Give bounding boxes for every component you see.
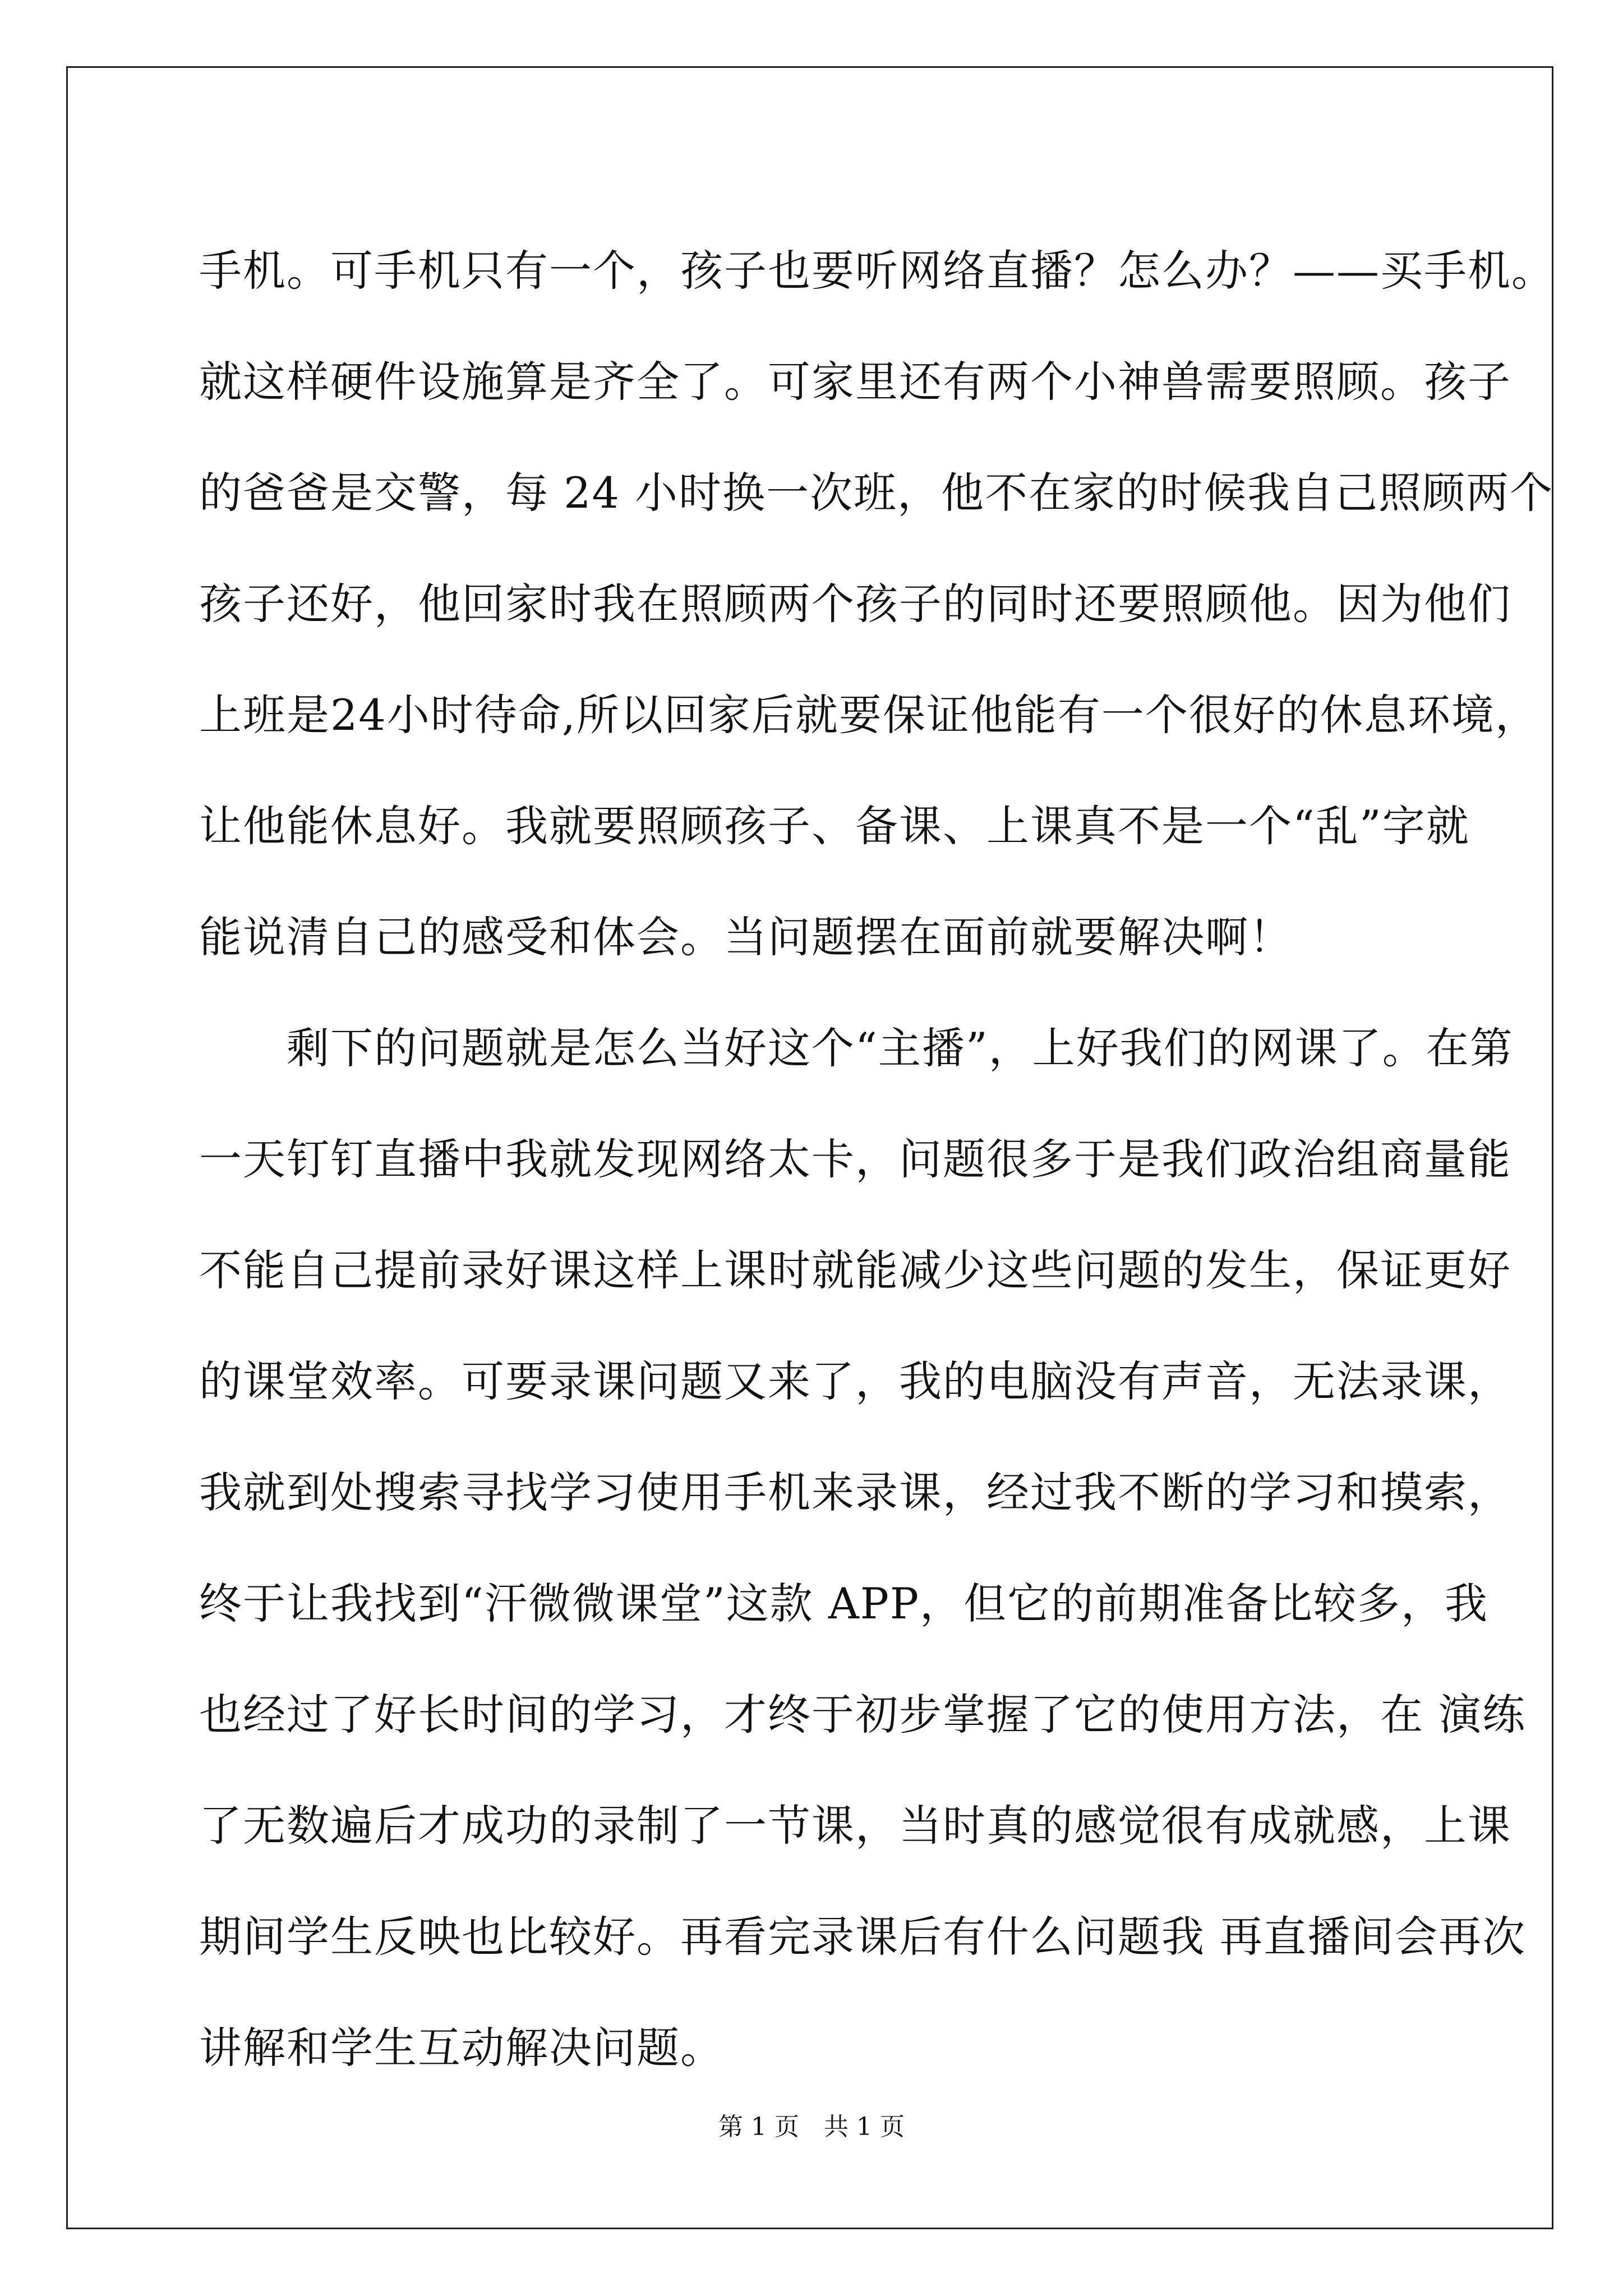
text-line: 一天钉钉直播中我就发现网络太卡，问题很多于是我们政治组商量能: [199, 1134, 1511, 1184]
text-line: 上班是24小时待命,所以回家后就要保证他能有一个很好的休息环境，: [199, 690, 1539, 740]
text-line: 不能自己提前录好课这样上课时就能减少这些问题的发生，保证更好: [199, 1245, 1511, 1295]
text-line: 的爸爸是交警，每 24 小时换一次班，他不在家的时候我自己照顾两个: [199, 468, 1554, 518]
text-line: 我就到处搜索寻找学习使用手机来录课，经过我不断的学习和摸索，: [199, 1467, 1511, 1517]
document-body: [199, 215, 1555, 2104]
text-line: 就这样硬件设施算是齐全了。可家里还有两个小神兽需要照顾。孩子: [199, 357, 1511, 407]
text-line: 期间学生反映也比较好。再看完录课后有什么问题我 再直播间会再次: [199, 1912, 1527, 1962]
text-line: 剩下的问题就是怎么当好这个“主播”，上好我们的网课了。在第: [199, 1023, 1514, 1073]
text-line: 也经过了好长时间的学习，才终于初步掌握了它的使用方法，在 演练: [199, 1690, 1527, 1740]
text-line: 的课堂效率。可要录课问题又来了，我的电脑没有声音，无法录课，: [199, 1356, 1511, 1406]
text-line: 终于让我找到“汗微微课堂”这款 APP，但它的前期准备比较多，我: [199, 1579, 1489, 1628]
text-line: 手机。可手机只有一个，孩子也要听网络直播？怎么办？——买手机。: [199, 246, 1555, 296]
text-line: 孩子还好，他回家时我在照顾两个孩子的同时还要照顾他。因为他们: [199, 579, 1511, 629]
text-line: 让他能休息好。我就要照顾孩子、备课、上课真不是一个“乱”字就: [199, 801, 1470, 851]
text-line: 了无数遍后才成功的录制了一节课，当时真的感觉很有成就感，上课: [199, 1801, 1511, 1851]
page-number: 第 1 页 共 1 页: [718, 2113, 905, 2141]
text-line: 能说清自己的感受和体会。当问题摆在面前就要解决啊！: [199, 912, 1293, 962]
text-line: 讲解和学生互动解决问题。: [199, 2023, 724, 2073]
